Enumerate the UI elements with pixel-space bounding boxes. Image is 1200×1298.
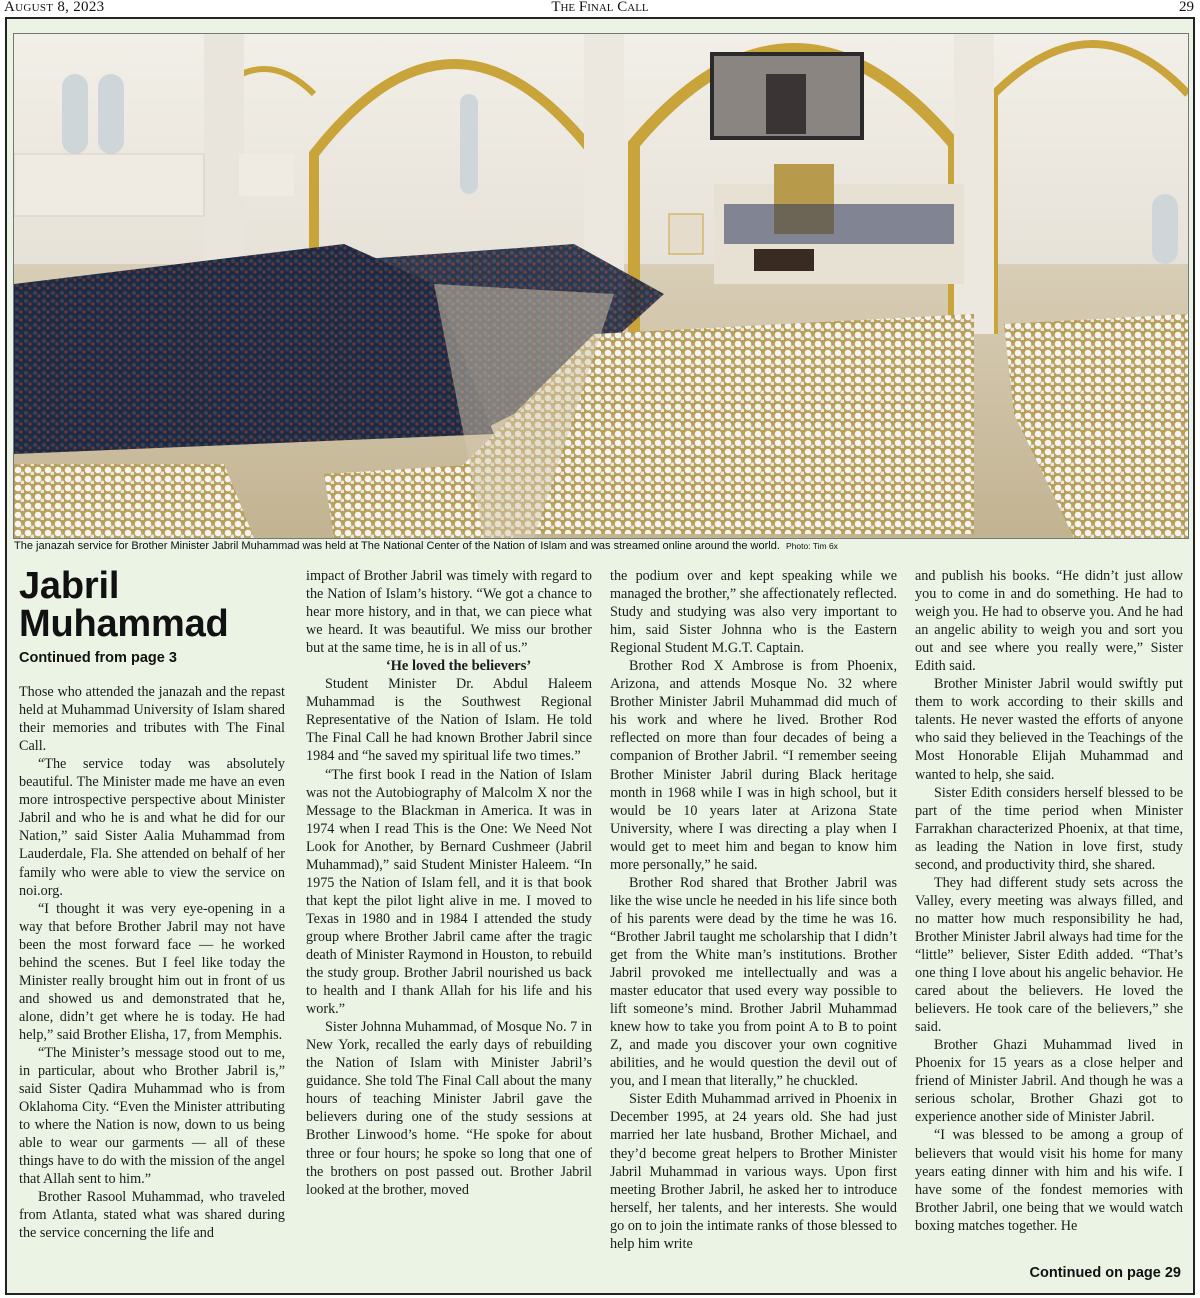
paragraph: They had different study sets across the Valley, every meeting was always filled, and no matter how much responsibility he had, Brother Minister Jabril always had time for the “little” believer, Sister Edith added. “That’s one thing I love about his angelic behavior. He cared about the believers. He loved the believers. He took care of the believers,” she said. bbox=[915, 874, 1183, 1036]
paragraph: Sister Edith considers herself blessed to be part of the time period when Minister Farrakhan characterized Phoenix, at that time, as leading the Nation in love first, study second, and productivity third, she shared. bbox=[915, 784, 1183, 873]
page-number: 29 bbox=[1179, 0, 1194, 15]
paragraph: and publish his books. “He didn’t just allow you to come in and do something. He had to weigh you. He had to observe you. And he had an angelic ability to weigh you and sort you out and see where you really were,” Sister Edith said. bbox=[915, 568, 1183, 675]
paragraph: Sister Edith Muhammad arrived in Phoenix in December 1995, at 24 years old. She had just married her late husband, Brother Michael, and they’d become great helpers to Brother Minister Jabril Muhammad in various ways. Upon first meeting Brother Jabril, he asked her to introduce herself, her talents, and her interests. She would go on to join the intimate ranks of those blessed to help him write bbox=[610, 1091, 897, 1252]
paragraph: Brother Minister Jabril would swiftly put them to work according to their skills and talents. He never wasted the efforts of anyone who said they believed in the Teachings of the Most Honorable Elijah Muhammad and wanted to help, she said. bbox=[915, 676, 1183, 783]
continued-on-note: Continued on page 29 bbox=[1029, 1265, 1181, 1281]
article-column-3 bbox=[610, 567, 897, 1253]
publication-name: The Final Call bbox=[551, 0, 649, 15]
paragraph: Brother Ghazi Muhammad lived in Phoenix for 15 years as a close helper and friend of Minister Jabril. And though he was a serious scholar, Brother Ghazi got to experience another side of Minister Jabril. bbox=[915, 1037, 1183, 1126]
paragraph: “The Minister’s message stood out to me, in particular, about who Brother Jabril is,” said Sister Qadira Muhammad who is from Oklahoma City. “Even the Minister attributing to where the Nation is now, down to us being able to wear our garments — all of these things have to do with the mission of the angel that Allah sent to him.” bbox=[19, 1044, 285, 1188]
paragraph: the podium over and kept speaking while we managed the brother,” she affectionately reflected. Study and studying was also very important to him, said Sister Johnna who is the Eastern Regional Student M.G.T. Captain. bbox=[610, 568, 897, 657]
article-column-1 bbox=[19, 567, 285, 1243]
article-column-2 bbox=[306, 567, 592, 1199]
issue-date: August 8, 2023 bbox=[4, 0, 105, 15]
paragraph: impact of Brother Jabril was timely with regard to the Nation of Islam’s history. “We got a chance to hear more history, and in that, we can piece what we heard. It was beautiful. We miss our brother but at the same time, he is in all of us.” bbox=[306, 568, 592, 657]
paragraph: “I thought it was very eye-opening in a way that before Brother Jabril may not have been the most forward face — he worked behind the scenes. But I feel like today the Minister really brought him out in front of us and showed us and demonstrated that he, alone, didn’t get where he is today. He had help,” said Brother Elisha, 17, from Memphis. bbox=[19, 900, 285, 1043]
paragraph: Sister Johnna Muhammad, of Mosque No. 7 in New York, recalled the early days of rebuilding the Nation of Islam with Minister Jabril’s guidance. She told The Final Call about the many hours of teaching Minister Jabril gave the believers during one of the study sessions at Brother Linwood’s home. “He spoke for about three or four hours; he spoke so long that one of the brothers on post passed out. Brother Jabril looked at the brother, moved bbox=[306, 1019, 592, 1198]
article-frame bbox=[5, 17, 1195, 1295]
paragraph: Student Minister Dr. Abdul Haleem Muhammad is the Southwest Regional Representative of the Nation of Islam. He told The Final Call he had known Brother Jabril since 1984 and “he saved my spiritual life two times.” bbox=[306, 676, 592, 765]
page-header bbox=[0, 0, 1200, 16]
paragraph: “The first book I read in the Nation of Islam was not the Autobiography of Malcolm X nor the Message to the Blackman in America. It was in 1974 when I read This is the One: We Need Not Look for Another, by Bernard Cushmeer (Jabril Muhammad),” said Student Minister Haleem. “In 1975 the Nation of Islam fell, and it is that book that kept the pilot light alive in me. I moved to Texas in 1980 and in 1984 I attended the study group where Brother Jabril came after the tragic death of Minister Raymond in Houston, to rebuild the study group. Brother Jabril nourished us back to health and I thank Allah for his life and his work.” bbox=[306, 766, 592, 1018]
paragraph: Brother Rasool Muhammad, who traveled from Atlanta, stated what was shared during the service concerning the life and bbox=[19, 1189, 285, 1242]
photo-credit: Photo: Tim 6x bbox=[785, 541, 838, 551]
photo-caption bbox=[14, 540, 1184, 552]
continued-from-note: Continued from page 3 bbox=[19, 650, 177, 666]
paragraph: Brother Rod X Ambrose is from Phoenix, Arizona, and attends Mosque No. 32 where Brother Minister Jabril Muhammad did much of his work and where he lived. Brother Rod reflected on more than four decades of being a companion of Brother Jabril. “I remember seeing Brother Minister Jabril during Black heritage month in 1968 while I was in high school, but it would be 10 years later at Arizona State University, where I was directing a play when I would get to meet him and began to know him more personally,” he said. bbox=[610, 658, 897, 873]
paragraph: “The service today was absolutely beautiful. The Minister made me have an even more introspective perspective about Minister Jabril and who he is and what he did for our Nation,” said Sister Aalia Muhammad from Lauderdale, Fla. She attended on behalf of her family who were able to view the service on noi.org. bbox=[19, 756, 285, 899]
article-column-4 bbox=[915, 567, 1183, 1235]
paragraph: Those who attended the janazah and the repast held at Muhammad University of Islam shared their memories and tributes with The Final Call. bbox=[19, 684, 285, 755]
janazah-service-photo bbox=[13, 33, 1189, 539]
caption-text: The janazah service for Brother Minister Jabril Muhammad was held at The National Center of the Nation of Islam and was streamed online around the world. bbox=[14, 540, 780, 552]
paragraph: Brother Rod shared that Brother Jabril was like the wise uncle he needed in his life since both of his parents were dead by the time he was 16. “Brother Jabril taught me scholarship that I didn’t get from the White man’s institutions. Brother Jabril provoked me intellectually and was a master educator that used every way possible to lift someone’s mind. Brother Jabril Muhammad knew how to take you from point A to B to point Z, and made you discover your own cognitive abilities, and he would question the devil out of you, and I mean that literally,” he chuckled. bbox=[610, 874, 897, 1090]
article-headline: Jabril Muhammad bbox=[19, 565, 229, 645]
section-subhead: ‘He loved the believers’ bbox=[385, 658, 532, 675]
sanctuary-illustration bbox=[14, 34, 1188, 538]
paragraph: “I was blessed to be among a group of believers that would visit his home for many years eating dinner with him and his wife. I have some of the fondest memories with Brother Jabril, one being that we would watch boxing matches together. He bbox=[915, 1127, 1183, 1234]
